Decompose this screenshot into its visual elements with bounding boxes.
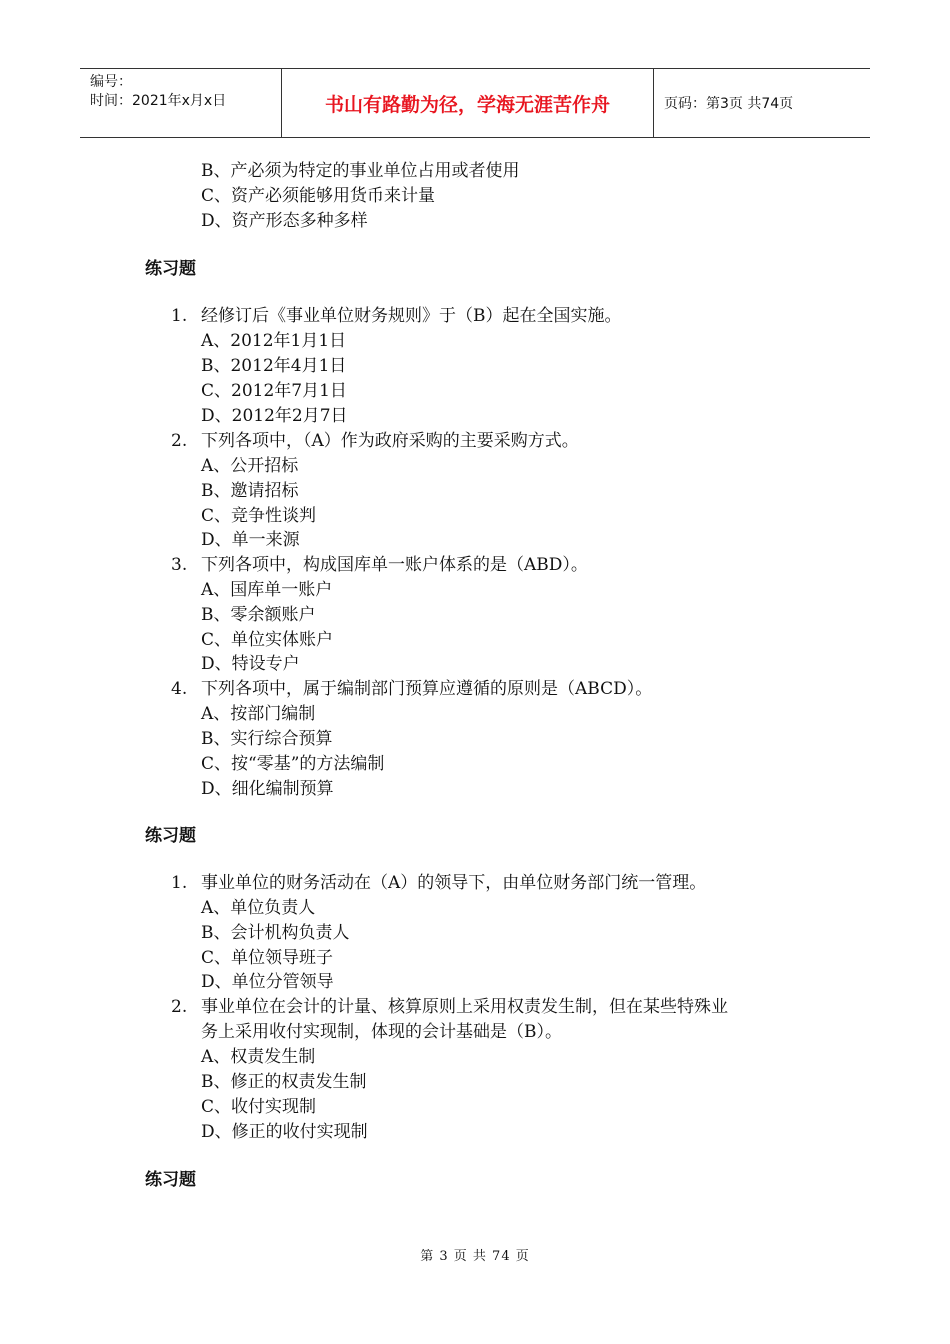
question-text: 经修订后《事业单位财务规则》于（B）起在全国实施。 bbox=[201, 306, 622, 326]
option-item: C、单位领导班子 bbox=[201, 948, 334, 968]
option-item: B、会计机构负责人 bbox=[201, 923, 350, 943]
option-item: D、单位分管领导 bbox=[201, 972, 334, 992]
question-text-continued: 务上采用收付实现制，体现的会计基础是（B）。 bbox=[201, 1022, 562, 1042]
option-item: D、特设专户 bbox=[201, 654, 300, 674]
option-item: A、2012年1月1日 bbox=[201, 331, 347, 351]
question-number: 2. bbox=[171, 431, 188, 451]
section-heading: 练习题 bbox=[145, 1170, 196, 1190]
option-item: A、权责发生制 bbox=[201, 1047, 316, 1067]
question-number: 1. bbox=[171, 873, 188, 893]
number-label: 编号： bbox=[90, 74, 132, 90]
question-text: 事业单位在会计的计量、核算原则上采用权责发生制，但在某些特殊业 bbox=[201, 997, 728, 1017]
option-item: D、细化编制预算 bbox=[201, 779, 334, 799]
option-item: A、按部门编制 bbox=[201, 704, 316, 724]
header-motto: 书山有路勤为径，学海无涯苦作舟 bbox=[282, 69, 654, 137]
question-text: 下列各项中，构成国库单一账户体系的是（ABD）。 bbox=[201, 555, 588, 575]
option-item: C、竞争性谈判 bbox=[201, 506, 317, 526]
option-item: D、单一来源 bbox=[201, 530, 300, 550]
question-text: 下列各项中，（A）作为政府采购的主要采购方式。 bbox=[201, 431, 579, 451]
option-item: B、产必须为特定的事业单位占用或者使用 bbox=[201, 161, 520, 181]
option-item: C、2012年7月1日 bbox=[201, 381, 347, 401]
option-item: D、修正的收付实现制 bbox=[201, 1122, 368, 1142]
option-item: A、公开招标 bbox=[201, 456, 299, 476]
question-number: 3. bbox=[171, 555, 188, 575]
option-item: D、资产形态多种多样 bbox=[201, 211, 368, 231]
page-header bbox=[80, 68, 870, 138]
question-text: 事业单位的财务活动在（A）的领导下，由单位财务部门统一管理。 bbox=[201, 873, 707, 893]
option-item: D、2012年2月7日 bbox=[201, 406, 348, 426]
option-item: B、修正的权责发生制 bbox=[201, 1072, 367, 1092]
option-item: C、单位实体账户 bbox=[201, 630, 334, 650]
option-item: C、资产必须能够用货币来计量 bbox=[201, 186, 436, 206]
header-meta bbox=[80, 69, 282, 137]
option-item: B、零余额账户 bbox=[201, 605, 316, 625]
option-item: A、单位负责人 bbox=[201, 898, 316, 918]
option-item: B、实行综合预算 bbox=[201, 729, 333, 749]
page-footer: 第 3 页 共 74 页 bbox=[420, 1249, 530, 1264]
question-number: 2. bbox=[171, 997, 188, 1017]
option-item: A、国库单一账户 bbox=[201, 580, 333, 600]
time-label: 时间：2021年x月x日 bbox=[90, 93, 227, 109]
header-page-info: 页码：第3页 共74页 bbox=[664, 96, 794, 112]
option-item: C、收付实现制 bbox=[201, 1097, 317, 1117]
option-item: B、2012年4月1日 bbox=[201, 356, 347, 376]
question-number: 1. bbox=[171, 306, 188, 326]
option-item: C、按“零基”的方法编制 bbox=[201, 754, 385, 774]
question-text: 下列各项中，属于编制部门预算应遵循的原则是（ABCD）。 bbox=[201, 679, 653, 699]
question-number: 4. bbox=[171, 679, 188, 699]
section-heading: 练习题 bbox=[145, 259, 196, 279]
section-heading: 练习题 bbox=[145, 826, 196, 846]
option-item: B、邀请招标 bbox=[201, 481, 299, 501]
